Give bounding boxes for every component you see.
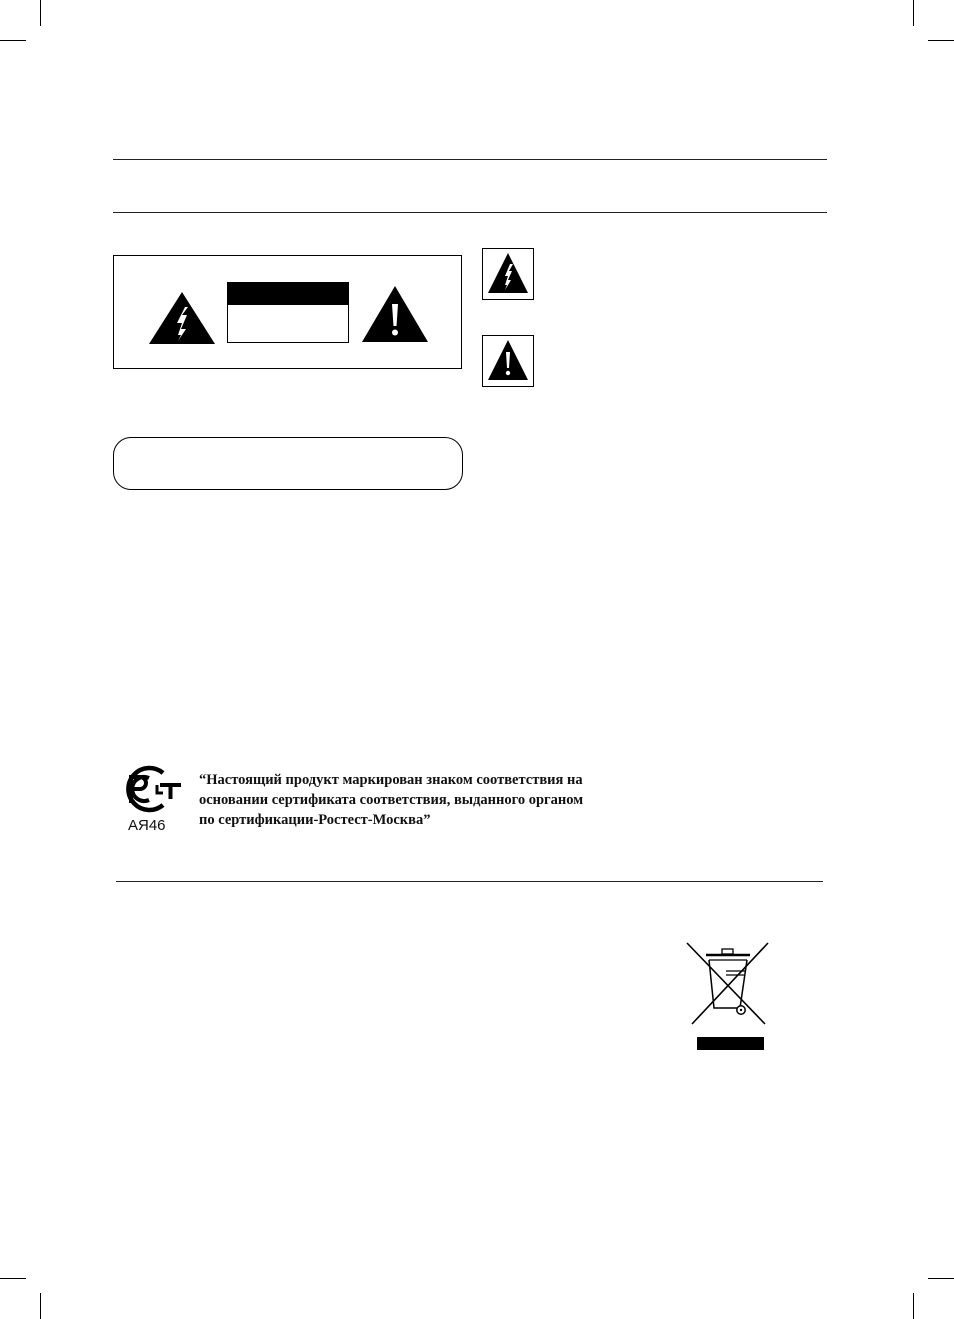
exclamation-symbol-box [482,335,534,387]
lightning-warning-icon [483,249,533,299]
crop-mark-top-left-h [0,40,26,41]
crop-mark-bottom-right-v [913,1293,914,1319]
section-divider [116,881,823,882]
rounded-notice-box [113,437,463,490]
crop-mark-top-right-h [928,40,954,41]
header-rule-bottom [113,212,827,213]
crop-mark-bottom-right-h [928,1278,954,1279]
certification-statement [199,770,619,830]
certification-code: АЯ46 [128,817,166,834]
crop-mark-bottom-left-v [40,1293,41,1319]
certification-line: основании сертификата соответствия, выданного органом [199,792,584,808]
pct-certification-mark-icon [113,763,185,815]
crop-mark-bottom-left-h [0,1278,26,1279]
exclamation-warning-icon [483,336,533,386]
crop-mark-top-left-v [40,0,41,26]
weee-bar [697,1037,764,1050]
header-rule-top [113,159,827,160]
crop-mark-top-right-v [913,0,914,26]
exclamation-warning-icon [361,285,429,343]
certification-line: “Настоящий продукт маркирован знаком соответствия на [199,772,583,788]
lightning-symbol-box [482,248,534,300]
caution-label [227,282,349,343]
certification-line: по сертификации-Ростест-Москва” [199,812,431,828]
lightning-warning-icon [148,291,216,345]
crossed-out-wheeled-bin-icon [684,940,772,1026]
